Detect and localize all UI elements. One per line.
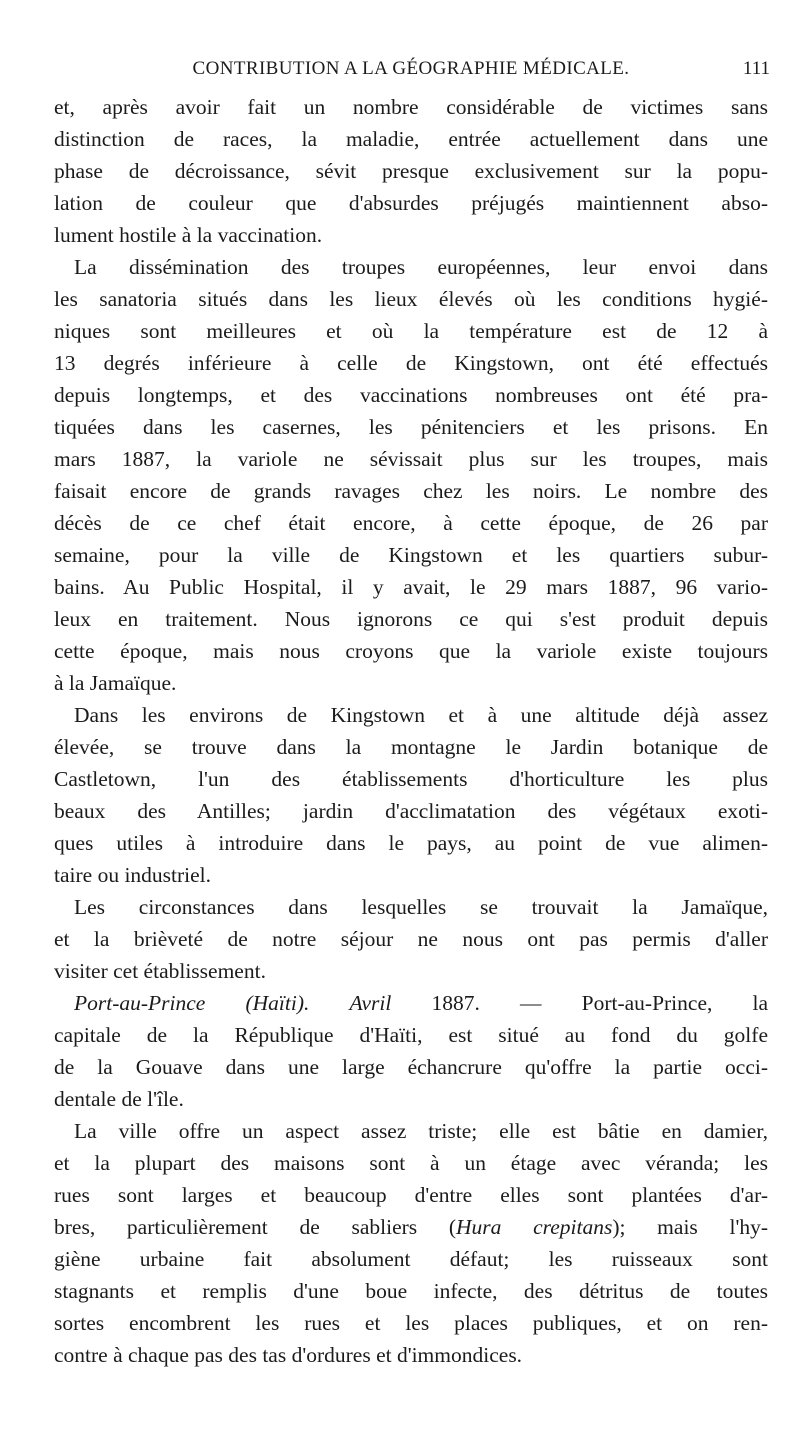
text-line: ques utiles à introduire dans le pays, au point de vue alimen- bbox=[54, 831, 768, 855]
text-line: phase de décroissance, sévit presque exclusivement sur la popu- bbox=[54, 159, 768, 183]
text-line: beaux des Antilles; jardin d'acclimatation des végétaux exoti- bbox=[54, 799, 768, 823]
country-name: (Haïti). bbox=[245, 991, 310, 1015]
text-line: et, après avoir fait un nombre considérable de victimes sans bbox=[54, 95, 768, 119]
text-line: et la brièveté de notre séjour ne nous ont pas permis d'aller bbox=[54, 927, 768, 951]
text-line: rues sont larges et beaucoup d'entre elles sont plantées d'ar- bbox=[54, 1183, 768, 1207]
text-line: giène urbaine fait absolument défaut; les ruisseaux sont bbox=[54, 1247, 768, 1271]
text-line: décès de ce chef était encore, à cette époque, de 26 par bbox=[54, 511, 768, 535]
text-line: Castletown, l'un des établissements d'horticulture les plus bbox=[54, 767, 768, 791]
text-line: taire ou industriel. bbox=[54, 863, 212, 887]
running-head bbox=[52, 58, 770, 88]
running-title: CONTRIBUTION A LA GÉOGRAPHIE MÉDICALE. bbox=[192, 58, 630, 79]
text-fragment: ); mais l'hy- bbox=[612, 1215, 768, 1239]
text-line: à la Jamaïque. bbox=[54, 671, 177, 695]
text-fragment: bres, particulièrement de sabliers ( bbox=[54, 1215, 457, 1239]
text-line: Les circonstances dans lesquelles se trouvait la Jamaïque, bbox=[74, 895, 768, 919]
text-line: stagnants et remplis d'une boue infecte, des détritus de toutes bbox=[54, 1279, 768, 1303]
species-name: Hura crepitans bbox=[456, 1215, 613, 1239]
text-line: capitale de la République d'Haïti, est situé au fond du golfe bbox=[54, 1023, 768, 1047]
text-line: bains. Au Public Hospital, il y avait, le 29 mars 1887, 96 vario- bbox=[54, 575, 768, 599]
text-line: La ville offre un aspect assez triste; elle est bâtie en damier, bbox=[74, 1119, 768, 1143]
text-line: les sanatoria situés dans les lieux élevés où les conditions hygié- bbox=[54, 287, 768, 311]
text-line bbox=[54, 1211, 768, 1243]
text-line: de la Gouave dans une large échancrure qu'offre la partie occi- bbox=[54, 1055, 768, 1079]
text-line: semaine, pour la ville de Kingstown et les quartiers subur- bbox=[54, 543, 768, 567]
text-line: mars 1887, la variole ne sévissait plus sur les troupes, mais bbox=[54, 447, 768, 471]
text-line: visiter cet établissement. bbox=[54, 959, 266, 983]
text-line: sortes encombrent les rues et les places publiques, et on ren- bbox=[54, 1311, 768, 1335]
heading-rest: 1887. — Port-au-Prince, la bbox=[391, 991, 768, 1015]
text-line: lation de couleur que d'absurdes préjugés maintiennent abso- bbox=[54, 191, 768, 215]
text-line: 13 degrés inférieure à celle de Kingstown, ont été effectués bbox=[54, 351, 768, 375]
text-line: cette époque, mais nous croyons que la variole existe toujours bbox=[54, 639, 768, 663]
text-line: leux en traitement. Nous ignorons ce qui s'est produit depuis bbox=[54, 607, 768, 631]
text-line: dentale de l'île. bbox=[54, 1087, 184, 1111]
text-line: niques sont meilleures et où la température est de 12 à bbox=[54, 319, 768, 343]
text-line: contre à chaque pas des tas d'ordures et d'immondices. bbox=[54, 1343, 523, 1367]
text-line: tiquées dans les casernes, les pénitenciers et les prisons. En bbox=[54, 415, 768, 439]
text-line: élevée, se trouve dans la montagne le Jardin botanique de bbox=[54, 735, 768, 759]
text-line: faisait encore de grands ravages chez les noirs. Le nombre des bbox=[54, 479, 768, 503]
text-line: La dissémination des troupes européennes, leur envoi dans bbox=[74, 255, 768, 279]
place-name: Port-au-Prince bbox=[74, 991, 206, 1015]
date-month: Avril bbox=[349, 991, 392, 1015]
section-heading-line bbox=[54, 987, 768, 1019]
text-line: distinction de races, la maladie, entrée actuellement dans une bbox=[54, 127, 768, 151]
text-line: Dans les environs de Kingstown et à une altitude déjà assez bbox=[74, 703, 768, 727]
text-line: depuis longtemps, et des vaccinations nombreuses ont été pra- bbox=[54, 383, 768, 407]
text-line: lument hostile à la vaccination. bbox=[54, 223, 323, 247]
page-number: 111 bbox=[742, 58, 770, 79]
body-text bbox=[54, 91, 768, 1371]
text-line: et la plupart des maisons sont à un étage avec véranda; les bbox=[54, 1151, 768, 1175]
